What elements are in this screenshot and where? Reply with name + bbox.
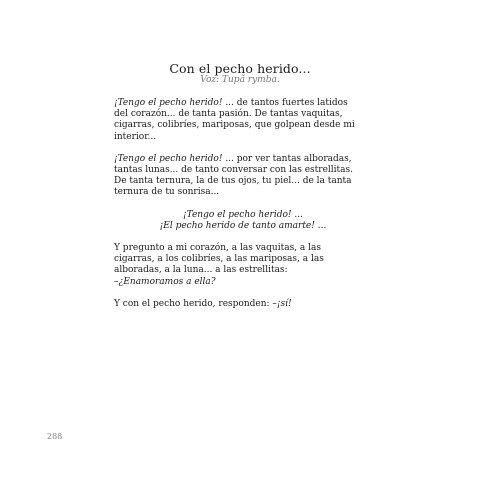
text: Y pregunto a mi corazón, a las vaquitas, a las xyxy=(114,243,321,254)
poem-line xyxy=(114,120,372,131)
text: del corazón... de tanta pasión. De tantas vaquitas, xyxy=(114,109,343,120)
poem-subtitle: Voz: Tupã rymba. xyxy=(200,75,280,85)
poem-title: Con el pecho herido... xyxy=(169,61,311,76)
poem-paragraph xyxy=(114,299,372,310)
italic-text: ¡Tengo el pecho herido! xyxy=(114,153,223,164)
italic-text: ¡Tengo el pecho herido! ... xyxy=(183,209,303,220)
poem-paragraph xyxy=(114,210,372,232)
poem-line xyxy=(114,187,372,198)
poem-line xyxy=(114,165,372,176)
poem-body xyxy=(114,98,372,321)
poem-line xyxy=(114,176,372,187)
text: ... por ver tantas alboradas, xyxy=(222,153,352,164)
italic-text: ¡El pecho herido de tanto amarte! ... xyxy=(159,220,327,231)
text: interior... xyxy=(114,131,157,142)
poem-line xyxy=(114,254,372,265)
italic-text: ¡Tengo el pecho herido! xyxy=(114,98,223,108)
poem-line xyxy=(114,98,372,109)
text: ... de tantos fuertes latidos xyxy=(222,98,348,108)
poem-paragraph xyxy=(114,243,372,288)
poem-line xyxy=(114,265,372,276)
poem-line xyxy=(114,277,372,288)
text: cigarras, colibríes, mariposas, que golpean desde mi xyxy=(114,120,355,131)
text: De tanta ternura, la de tus ojos, tu piel... de la tanta xyxy=(114,176,352,187)
poem-line xyxy=(114,210,372,221)
text: cigarras, a los colibríes, a las mariposas, a las xyxy=(114,254,324,265)
poem-line xyxy=(114,299,372,310)
poem-paragraph xyxy=(114,98,372,143)
poem-line xyxy=(114,221,372,232)
text: alboradas, a la luna... a las estrellitas: xyxy=(114,265,288,276)
poem-line xyxy=(114,154,372,165)
poem-line xyxy=(114,243,372,254)
poem-line xyxy=(114,132,372,143)
text: ternura de tu sonrisa... xyxy=(114,187,220,198)
poem-paragraph xyxy=(114,154,372,199)
italic-text: –¿Enamoramos a ella? xyxy=(114,276,216,287)
text: tantas lunas... de tanto conversar con las estrellitas. xyxy=(114,165,354,176)
page-number: 288 xyxy=(47,432,63,441)
text: Y con el pecho herido, responden: xyxy=(114,298,273,309)
poem-line xyxy=(114,109,372,120)
italic-text: –¡sí! xyxy=(272,298,292,309)
